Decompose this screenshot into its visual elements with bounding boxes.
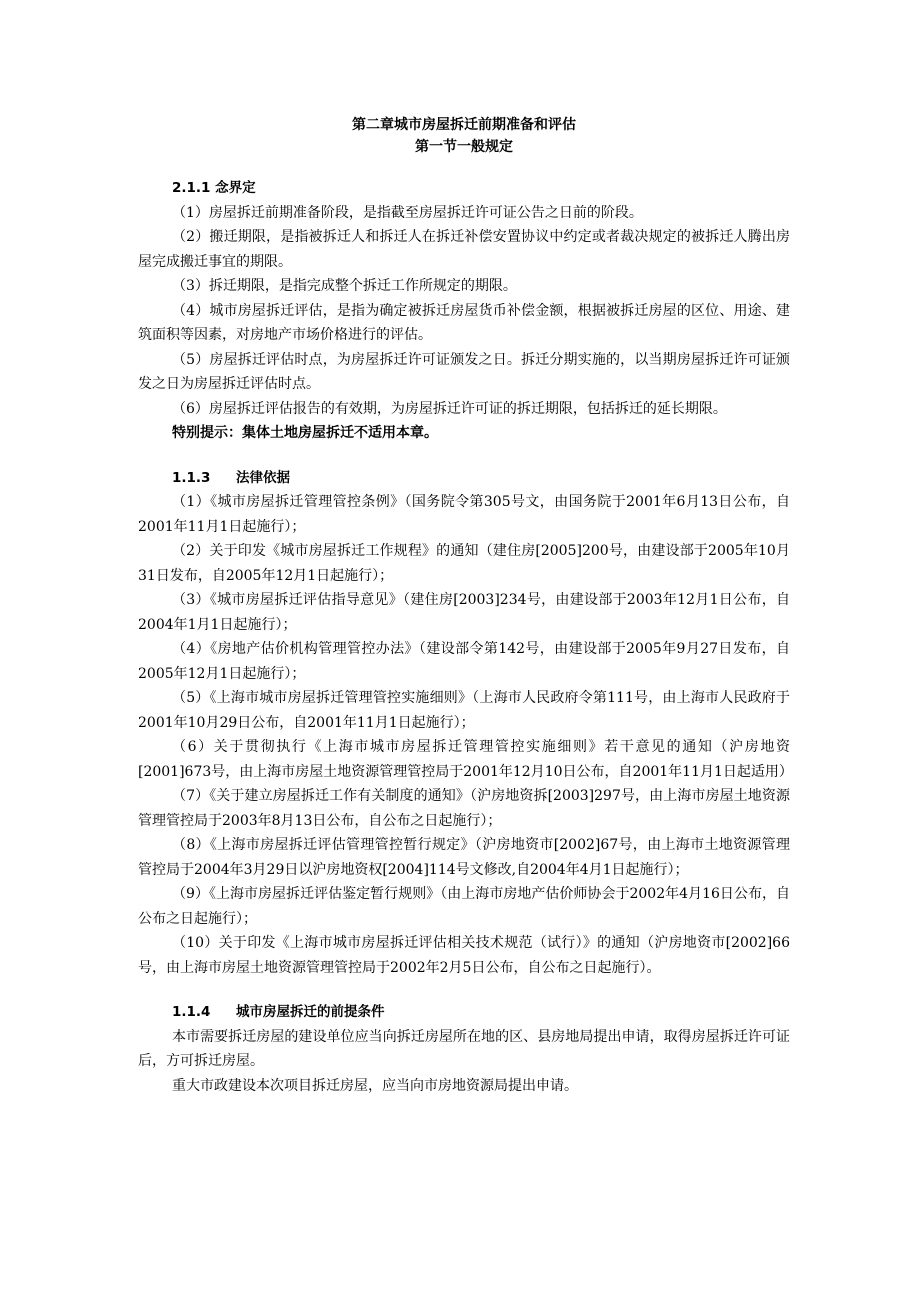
heading-1-1-3-title: 法律依据	[236, 469, 290, 486]
paragraph-2-1-1-4: （4）城市房屋拆迁评估，是指为确定被拆迁房屋货币补偿金额，根据被拆迁房屋的区位、用途、建筑面积等因素，对房地产市场价格进行的评估。	[138, 302, 790, 343]
law-item-9: （9）《上海市房屋拆迁评估鉴定暂行规则》（由上海市房地产估价师协会于2002年4月16日公布，自公布之日起施行）；	[138, 886, 790, 927]
law-item-5: （5）《上海市城市房屋拆迁管理管控实施细则》（上海市人民政府令第111号，由上海市人民政府于2001年10月29日公布，自2001年11月1日起施行）；	[138, 690, 790, 731]
special-note: 特别提示：集体土地房屋拆迁不适用本章。	[172, 425, 438, 441]
heading-1-1-4-number: 1.1.4	[172, 1004, 211, 1020]
chapter-title: 第二章城市房屋拆迁前期准备和评估	[352, 117, 576, 133]
paragraph-2-1-1-2: （2）搬迁期限，是指被拆迁人和拆迁人在拆迁补偿安置协议中约定或者裁决规定的被拆迁人腾出房屋完成搬迁事宜的期限。	[138, 229, 790, 270]
law-item-6: （6）关于贯彻执行《上海市城市房屋拆迁管理管控实施细则》若干意见的通知（沪房地资[2001]673号，由上海市房屋土地资源管理管控局于2001年12月10日公布，自2001年11月1日起适用）	[138, 739, 793, 780]
document-body	[138, 114, 793, 1098]
paragraph-2-1-1-5: （5）房屋拆迁评估时点，为房屋拆迁许可证颁发之日。拆迁分期实施的，以当期房屋拆迁许可证颁发之日为房屋拆迁评估时点。	[138, 351, 790, 392]
law-item-8: （8）《上海市房屋拆迁评估管理管控暂行规定》（沪房地资市[2002]67号，由上海市土地资源管理管控局于2004年3月29日以沪房地资权[2004]114号文修改,自2004年4月1日起施行）；	[138, 837, 790, 878]
paragraph-2-1-1-3: （3）拆迁期限，是指完成整个拆迁工作所规定的期限。	[172, 278, 517, 294]
heading-1-1-3-number: 1.1.3	[172, 469, 211, 486]
paragraph-1-1-4-2: 重大市政建设本次项目拆迁房屋，应当向市房地资源局提出申请。	[172, 1077, 578, 1094]
paragraph-2-1-1-1: （1）房屋拆迁前期准备阶段，是指截至房屋拆迁许可证公告之日前的阶段。	[172, 204, 643, 221]
law-item-3: （3）《城市房屋拆迁评估指导意见》（建住房[2003]234号，由建设部于2003年12月1日公布，自2004年1月1日起施行）；	[138, 592, 790, 633]
law-item-4: （4）《房地产估价机构管理管控办法》（建设部令第142号，由建设部于2005年9月27日发布，自2005年12月1日起施行）；	[138, 641, 790, 682]
law-item-10: （10）关于印发《上海市城市房屋拆迁评估相关技术规范（试行）》的通知（沪房地资市[2002]66号，由上海市房屋土地资源管理管控局于2002年2月5日公布，自公布之日起施行）。	[138, 935, 790, 976]
heading-1-1-4	[138, 1000, 790, 1025]
heading-1-1-4-title: 城市房屋拆迁的前提条件	[236, 1004, 385, 1020]
law-item-2: （2）关于印发《城市房屋拆迁工作规程》的通知（建住房[2005]200号，由建设部于2005年10月31日发布，自2005年12月1日起施行）；	[138, 543, 790, 584]
section-title: 第一节一般规定	[415, 139, 513, 155]
heading-2-1-1: 2.1.1 念界定	[172, 180, 256, 196]
law-item-1: （1）《城市房屋拆迁管理管控条例》（国务院令第305号文，由国务院于2001年6月13日公布，自2001年11月1日起施行）；	[138, 494, 790, 535]
heading-1-1-3	[138, 466, 790, 491]
paragraph-1-1-4-1: 本市需要拆迁房屋的建设单位应当向拆迁房屋所在地的区、县房地局提出申请，取得房屋拆迁许可证后，方可拆迁房屋。	[138, 1028, 790, 1069]
paragraph-2-1-1-6: （6）房屋拆迁评估报告的有效期，为房屋拆迁许可证的拆迁期限，包括拆迁的延长期限。	[172, 400, 727, 417]
law-item-7: （7）《关于建立房屋拆迁工作有关制度的通知》（沪房地资拆[2003]297号，由上海市房屋土地资源管理管控局于2003年8月13日公布，自公布之日起施行）；	[138, 788, 790, 829]
